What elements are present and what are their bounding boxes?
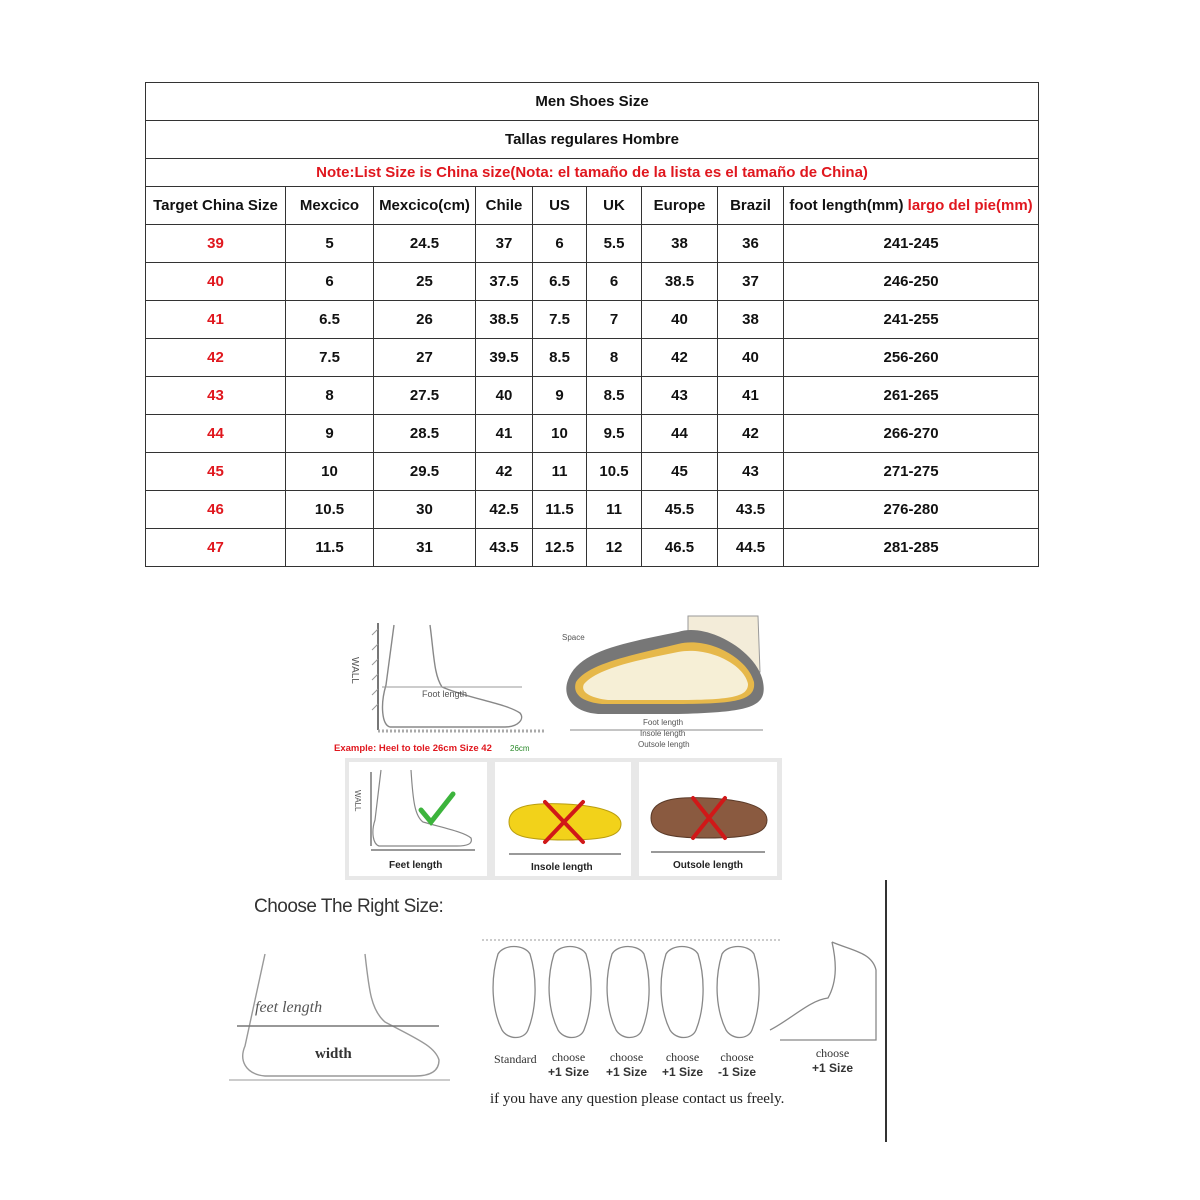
header-chile: Chile bbox=[476, 187, 533, 225]
china-size-cell: 42 bbox=[146, 339, 286, 377]
foot-type-caption bbox=[718, 1050, 756, 1079]
table-row bbox=[146, 491, 1039, 529]
foot-type-bottom: +1 Size bbox=[606, 1065, 648, 1079]
size-cell: 44 bbox=[642, 415, 718, 453]
size-cell: 6.5 bbox=[533, 263, 587, 301]
table-row bbox=[146, 339, 1039, 377]
size-cell: 7 bbox=[587, 301, 642, 339]
size-cell: 43.5 bbox=[476, 529, 533, 567]
size-cell: 37 bbox=[476, 225, 533, 263]
size-cell: 256-260 bbox=[784, 339, 1039, 377]
foot-standard bbox=[493, 947, 535, 1038]
size-cell: 30 bbox=[374, 491, 476, 529]
guide-border-line bbox=[885, 880, 887, 1142]
space-label: Space bbox=[562, 633, 585, 642]
size-cell: 10.5 bbox=[587, 453, 642, 491]
table-row bbox=[146, 225, 1039, 263]
example-text: Example: Heel to tole 26cm Size 42 bbox=[334, 743, 492, 754]
card-feet-length bbox=[349, 762, 487, 876]
largo-del-pie-label: largo del pie(mm) bbox=[907, 197, 1033, 214]
width-label: width bbox=[315, 1046, 352, 1062]
size-cell: 29.5 bbox=[374, 453, 476, 491]
table-row bbox=[146, 377, 1039, 415]
size-cell: 261-265 bbox=[784, 377, 1039, 415]
size-cell: 26 bbox=[374, 301, 476, 339]
table-row bbox=[146, 453, 1039, 491]
size-cell: 7.5 bbox=[286, 339, 374, 377]
header-mexico: Mexcico bbox=[286, 187, 374, 225]
size-cell: 7.5 bbox=[533, 301, 587, 339]
size-cell: 5 bbox=[286, 225, 374, 263]
size-cell: 276-280 bbox=[784, 491, 1039, 529]
feet-length-italic: feet length bbox=[255, 999, 323, 1016]
header-row bbox=[146, 187, 1039, 225]
size-cell: 42 bbox=[642, 339, 718, 377]
table-subtitle: Tallas regulares Hombre bbox=[146, 121, 1039, 159]
foot-type-caption bbox=[548, 1050, 589, 1079]
header-foot-length bbox=[784, 187, 1039, 225]
foot-type-top: choose bbox=[551, 1050, 586, 1064]
foot-type-caption bbox=[662, 1050, 703, 1079]
size-cell: 43 bbox=[642, 377, 718, 415]
foot-type-top: choose bbox=[609, 1050, 644, 1064]
size-cell: 42.5 bbox=[476, 491, 533, 529]
wall-foot-length-text: Foot length bbox=[422, 689, 468, 699]
size-cell: 10 bbox=[533, 415, 587, 453]
measure-cards bbox=[345, 758, 782, 880]
foot-shapes bbox=[493, 942, 876, 1040]
size-cell: 28.5 bbox=[374, 415, 476, 453]
wall-measure-illustration bbox=[330, 615, 545, 757]
size-cell: 40 bbox=[476, 377, 533, 415]
size-cell: 27.5 bbox=[374, 377, 476, 415]
foot-type-6-back bbox=[780, 942, 876, 1040]
card-outsole-length bbox=[639, 762, 777, 876]
header-mexico-cm: Mexcico(cm) bbox=[374, 187, 476, 225]
feet-length-illustration bbox=[225, 950, 450, 1085]
header-europe: Europe bbox=[642, 187, 718, 225]
size-cell: 8 bbox=[587, 339, 642, 377]
size-cell: 39.5 bbox=[476, 339, 533, 377]
table-title: Men Shoes Size bbox=[146, 83, 1039, 121]
size-cell: 266-270 bbox=[784, 415, 1039, 453]
size-cell: 43 bbox=[718, 453, 784, 491]
foot-length-label: foot length(mm) bbox=[789, 197, 904, 214]
foot-type-bottom: +1 Size bbox=[812, 1061, 854, 1075]
size-cell: 12 bbox=[587, 529, 642, 567]
card-wall-label: WALL bbox=[353, 790, 362, 812]
size-cell: 6 bbox=[533, 225, 587, 263]
wall-label: WALL bbox=[349, 657, 360, 684]
shoe-foot-length: Foot length bbox=[643, 718, 684, 727]
size-cell: 11.5 bbox=[533, 491, 587, 529]
foot-type-5 bbox=[717, 947, 759, 1038]
size-cell: 38.5 bbox=[476, 301, 533, 339]
size-cell: 281-285 bbox=[784, 529, 1039, 567]
shoe-outsole-length: Outsole length bbox=[638, 740, 690, 749]
size-cell: 11 bbox=[587, 491, 642, 529]
table-body bbox=[146, 225, 1039, 567]
size-cell: 10.5 bbox=[286, 491, 374, 529]
china-size-cell: 44 bbox=[146, 415, 286, 453]
size-cell: 6.5 bbox=[286, 301, 374, 339]
size-cell: 241-245 bbox=[784, 225, 1039, 263]
size-cell: 246-250 bbox=[784, 263, 1039, 301]
size-cell: 41 bbox=[718, 377, 784, 415]
foot-type-6 bbox=[770, 942, 835, 1030]
size-cell: 38 bbox=[642, 225, 718, 263]
size-cell: 24.5 bbox=[374, 225, 476, 263]
size-cell: 6 bbox=[587, 263, 642, 301]
size-cell: 5.5 bbox=[587, 225, 642, 263]
size-cell: 8 bbox=[286, 377, 374, 415]
foot-type-caption bbox=[606, 1050, 647, 1079]
size-cell: 9 bbox=[286, 415, 374, 453]
size-cell: 10 bbox=[286, 453, 374, 491]
size-cell: 44.5 bbox=[718, 529, 784, 567]
size-cell: 6 bbox=[286, 263, 374, 301]
foot-type-top: choose bbox=[665, 1050, 700, 1064]
size-cell: 40 bbox=[642, 301, 718, 339]
foot-type-bottom: +1 Size bbox=[548, 1065, 590, 1079]
table-row bbox=[146, 263, 1039, 301]
china-size-cell: 47 bbox=[146, 529, 286, 567]
china-size-cell: 40 bbox=[146, 263, 286, 301]
size-cell: 11.5 bbox=[286, 529, 374, 567]
card-insole-length bbox=[495, 762, 631, 876]
size-cell: 36 bbox=[718, 225, 784, 263]
foot-type-top: choose bbox=[815, 1046, 850, 1060]
example-cm: 26cm bbox=[510, 744, 530, 753]
table-row bbox=[146, 529, 1039, 567]
china-size-cell: 43 bbox=[146, 377, 286, 415]
foot-type-top: Standard bbox=[494, 1052, 537, 1066]
table-row bbox=[146, 301, 1039, 339]
size-cell: 38 bbox=[718, 301, 784, 339]
foot-type-2 bbox=[549, 947, 591, 1038]
size-cell: 31 bbox=[374, 529, 476, 567]
china-size-cell: 46 bbox=[146, 491, 286, 529]
size-cell: 45 bbox=[642, 453, 718, 491]
size-cell: 25 bbox=[374, 263, 476, 301]
foot-type-caption bbox=[812, 1046, 853, 1075]
size-cell: 38.5 bbox=[642, 263, 718, 301]
size-cell: 271-275 bbox=[784, 453, 1039, 491]
size-cell: 11 bbox=[533, 453, 587, 491]
foot-type-top: choose bbox=[720, 1050, 754, 1064]
size-cell: 41 bbox=[476, 415, 533, 453]
header-uk: UK bbox=[587, 187, 642, 225]
size-cell: 37 bbox=[718, 263, 784, 301]
shoe-insole-length: Insole length bbox=[640, 729, 686, 738]
foot-type-3 bbox=[607, 947, 649, 1038]
card-feet-length-text: Feet length bbox=[389, 860, 443, 871]
size-cell: 40 bbox=[718, 339, 784, 377]
size-cell: 8.5 bbox=[533, 339, 587, 377]
card-outsole-length-text: Outsole length bbox=[673, 860, 743, 871]
foot-type-4 bbox=[661, 947, 703, 1038]
table-note: Note:List Size is China size(Nota: el tamaño de la lista es el tamaño de China) bbox=[146, 159, 1039, 187]
choose-title: Choose The Right Size: bbox=[254, 896, 444, 917]
size-table bbox=[145, 82, 1039, 567]
china-size-cell: 45 bbox=[146, 453, 286, 491]
foot-type-bottom: -1 Size bbox=[718, 1065, 757, 1079]
size-cell: 27 bbox=[374, 339, 476, 377]
table-row bbox=[146, 415, 1039, 453]
card-insole-length-text: Insole length bbox=[531, 862, 593, 873]
size-cell: 9 bbox=[533, 377, 587, 415]
size-cell: 46.5 bbox=[642, 529, 718, 567]
header-brazil: Brazil bbox=[718, 187, 784, 225]
size-cell: 42 bbox=[476, 453, 533, 491]
shoe-section-illustration bbox=[558, 612, 778, 752]
size-cell: 43.5 bbox=[718, 491, 784, 529]
size-cell: 9.5 bbox=[587, 415, 642, 453]
china-size-cell: 41 bbox=[146, 301, 286, 339]
foot-outline bbox=[383, 625, 522, 727]
header-china-size: Target China Size bbox=[146, 187, 286, 225]
size-cell: 42 bbox=[718, 415, 784, 453]
contact-text: if you have any question please contact us freely. bbox=[490, 1091, 785, 1107]
china-size-cell: 39 bbox=[146, 225, 286, 263]
header-us: US bbox=[533, 187, 587, 225]
size-cell: 45.5 bbox=[642, 491, 718, 529]
foot-type-bottom: +1 Size bbox=[662, 1065, 704, 1079]
foot-type-caption bbox=[494, 1052, 537, 1067]
size-cell: 37.5 bbox=[476, 263, 533, 301]
size-cell: 8.5 bbox=[587, 377, 642, 415]
size-cell: 241-255 bbox=[784, 301, 1039, 339]
size-cell: 12.5 bbox=[533, 529, 587, 567]
